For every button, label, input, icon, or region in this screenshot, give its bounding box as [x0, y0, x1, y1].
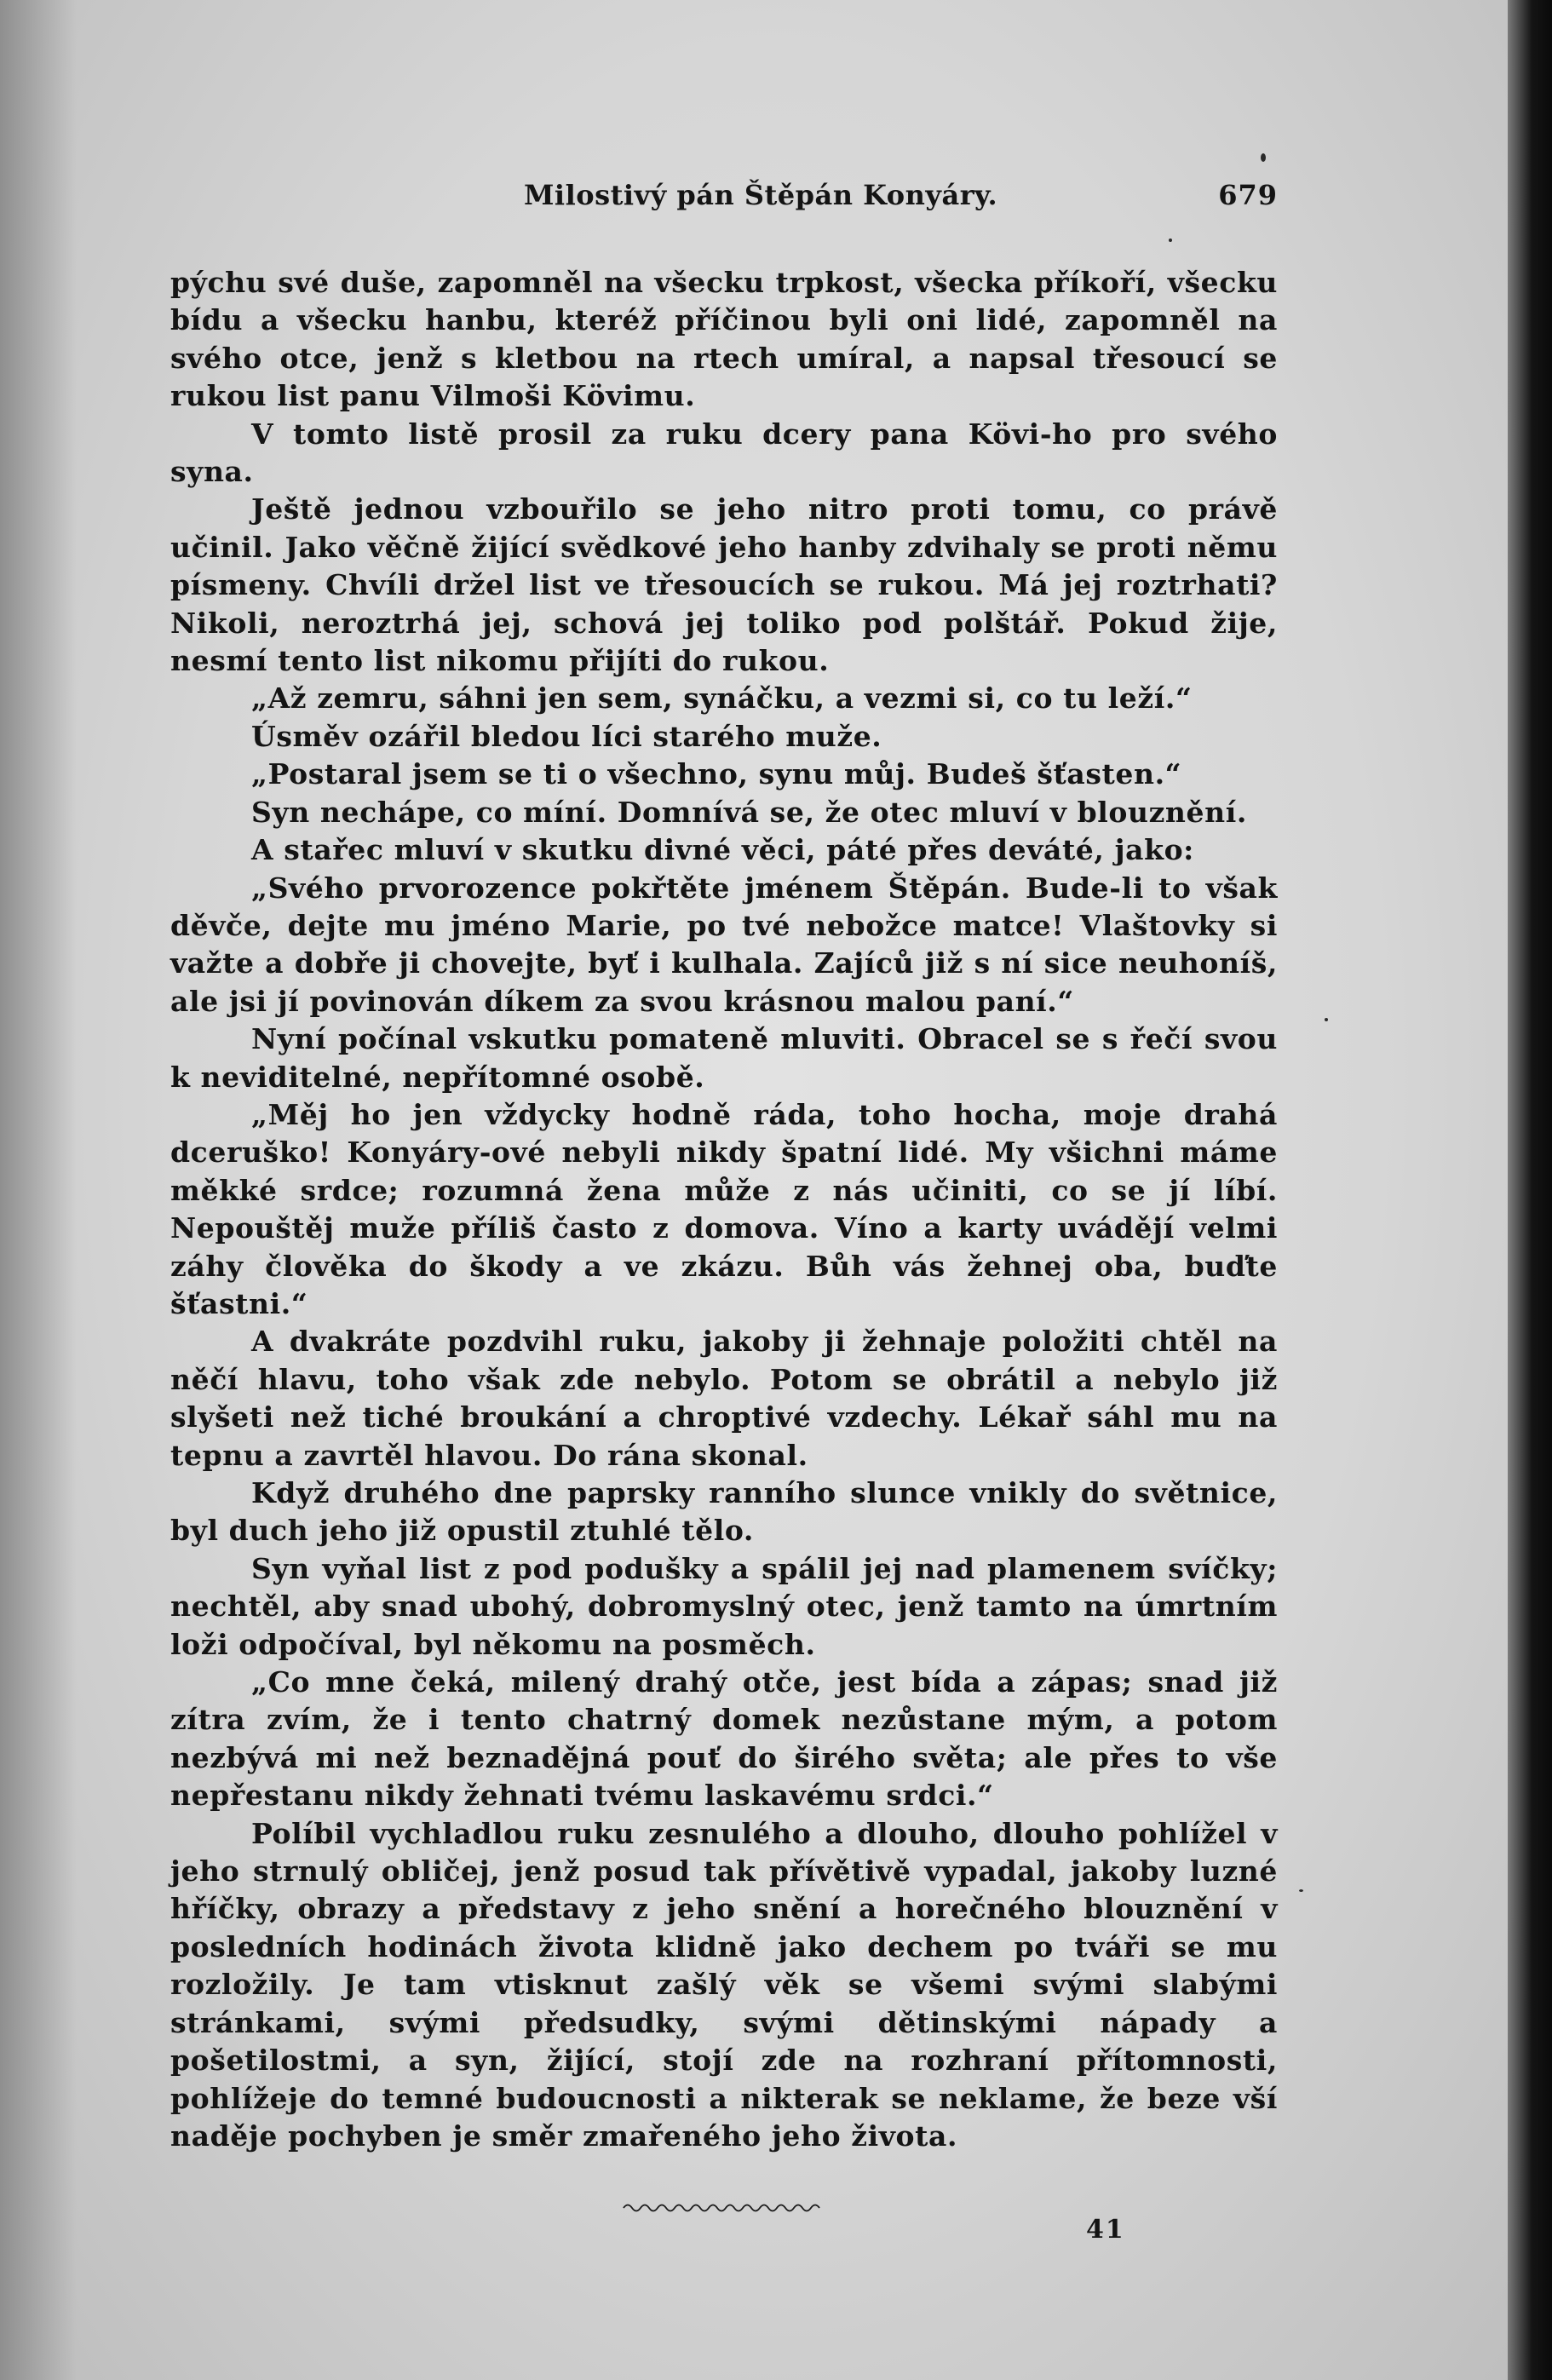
- scan-speck: [1299, 1889, 1303, 1892]
- paragraph: V tomto listě prosil za ruku dcery pana Kövi-ho pro svého syna.: [170, 417, 1278, 489]
- wave-ornament-icon: [622, 2199, 826, 2216]
- scan-speck: [1261, 153, 1266, 162]
- paragraph: pýchu své duše, zapomněl na všecku trpkost, všecka příkoří, všecku bídu a všecku hanbu, kteréž příčinou byli oni lidé, zapomněl na svého otce, jenž s kletbou na rtech umíral, a napsal třesoucí se rukou list panu Vilmoši Kövimu.: [170, 266, 1278, 413]
- printer-signature-mark: 41: [1086, 2215, 1125, 2245]
- paragraph: Syn vyňal list z pod podušky a spálil jej nad plamenem svíčky; nechtěl, aby snad ubohý, dobromyslný otec, jenž tamto na úmrtním loži odpočíval, byl někomu na posměch.: [170, 1551, 1278, 1661]
- paragraph: Syn nechápe, co míní. Domnívá se, že otec mluví v blouznění.: [251, 795, 1247, 829]
- page-gutter-shadow: [0, 0, 77, 2380]
- paragraph: Úsměv ozářil bledou líci starého muže.: [251, 719, 882, 753]
- running-title: Milostivý pán Štěpán Konyáry.: [524, 179, 998, 211]
- paragraph: A stařec mluví v skutku divné věci, páté přes deváté, jako:: [251, 833, 1194, 867]
- scan-edge-shadow: [1508, 0, 1552, 2380]
- paragraph: Když druhého dne paprsky ranního slunce vnikly do světnice, byl duch jeho již opustil ztuhlé tělo.: [170, 1476, 1278, 1548]
- paragraph: Políbil vychladlou ruku zesnulého a dlouho, dlouho pohlížel v jeho strnulý obličej, jenž posud tak přívětivě vypadal, jakoby luzné hříčky, obrazy a představy z jeho snění a horečného blouznění v posledních hodinách života klidně jako dechem po tváři se mu rozložily. Je tam vtisknut zašlý věk se všemi svými slabými stránkami, svými předsudky, svými dětinskými nápady a pošetilostmi, a syn, žijící, stojí zde na rozhraní přítomnosti, pohlížeje do temné budoucnosti a nikterak se neklame, že beze vší naděje pochyben je směr zmařeného jeho života.: [170, 1816, 1278, 2153]
- paragraph: „Postaral jsem se ti o všechno, synu můj. Budeš šťasten.“: [251, 757, 1182, 791]
- paragraph: „Měj ho jen vždycky hodně ráda, toho hocha, moje drahá dceruško! Konyáry-ové nebyli nikdy špatní lidé. My všichni máme měkké srdce; rozumná žena může z nás učiniti, co se jí líbí. Nepouštěj muže příliš často z domova. Víno a karty uvádějí velmi záhy člověka do škody a ve zkázu. Bůh vás žehnej oba, buďte šťastni.“: [170, 1097, 1278, 1320]
- paragraph: A dvakráte pozdvihl ruku, jakoby ji žehnaje položiti chtěl na něčí hlavu, toho však zde nebylo. Potom se obrátil a nebylo již slyšeti než tiché broukání a chroptivé vzdechy. Lékař sáhl mu na tepnu a zavrtěl hlavou. Do rána skonal.: [170, 1325, 1278, 1472]
- page-number: 679: [1218, 179, 1278, 211]
- paragraph: „Co mne čeká, milený drahý otče, jest bída a zápas; snad již zítra zvím, že i tento chatrný domek nezůstane mým, a potom nezbývá mi než beznadějná pouť do širého světa; ale přes to vše nepřestanu nikdy žehnati tvému laskavému srdci.“: [170, 1665, 1278, 1813]
- paragraph: „Až zemru, sáhni jen sem, synáčku, a vezmi si, co tu leží.“: [251, 681, 1193, 716]
- scan-speck: [1325, 1018, 1328, 1021]
- page-footer: [170, 2198, 1278, 2266]
- paragraph: „Svého prvorozence pokřtěte jménem Štěpán. Bude-li to však děvče, dejte mu jméno Marie, po tvé nebožce matce! Vlaštovky si važte a dobře ji chovejte, byť i kulhala. Zajíců již s ní sice neuhoníš, ale jsi jí povinován díkem za svou krásnou malou paní.“: [170, 871, 1278, 1018]
- paragraph: Nyní počínal vskutku pomateně mluviti. Obracel se s řečí svou k neviditelné, nepřítomné osobě.: [170, 1022, 1278, 1094]
- book-page: [170, 170, 1278, 2266]
- paragraph: Ještě jednou vzbouřilo se jeho nitro proti tomu, co právě učinil. Jako věčně žijící svědkové jeho hanby zdvihaly se proti němu písmeny. Chvíli držel list ve třesoucích se rukou. Má jej roztrhati? Nikoli, neroztrhá jej, schová jej toliko pod polštář. Pokud žije, nesmí tento list nikomu přijíti do rukou.: [170, 492, 1278, 678]
- running-header: [170, 170, 1278, 221]
- body-text: [170, 264, 1278, 2155]
